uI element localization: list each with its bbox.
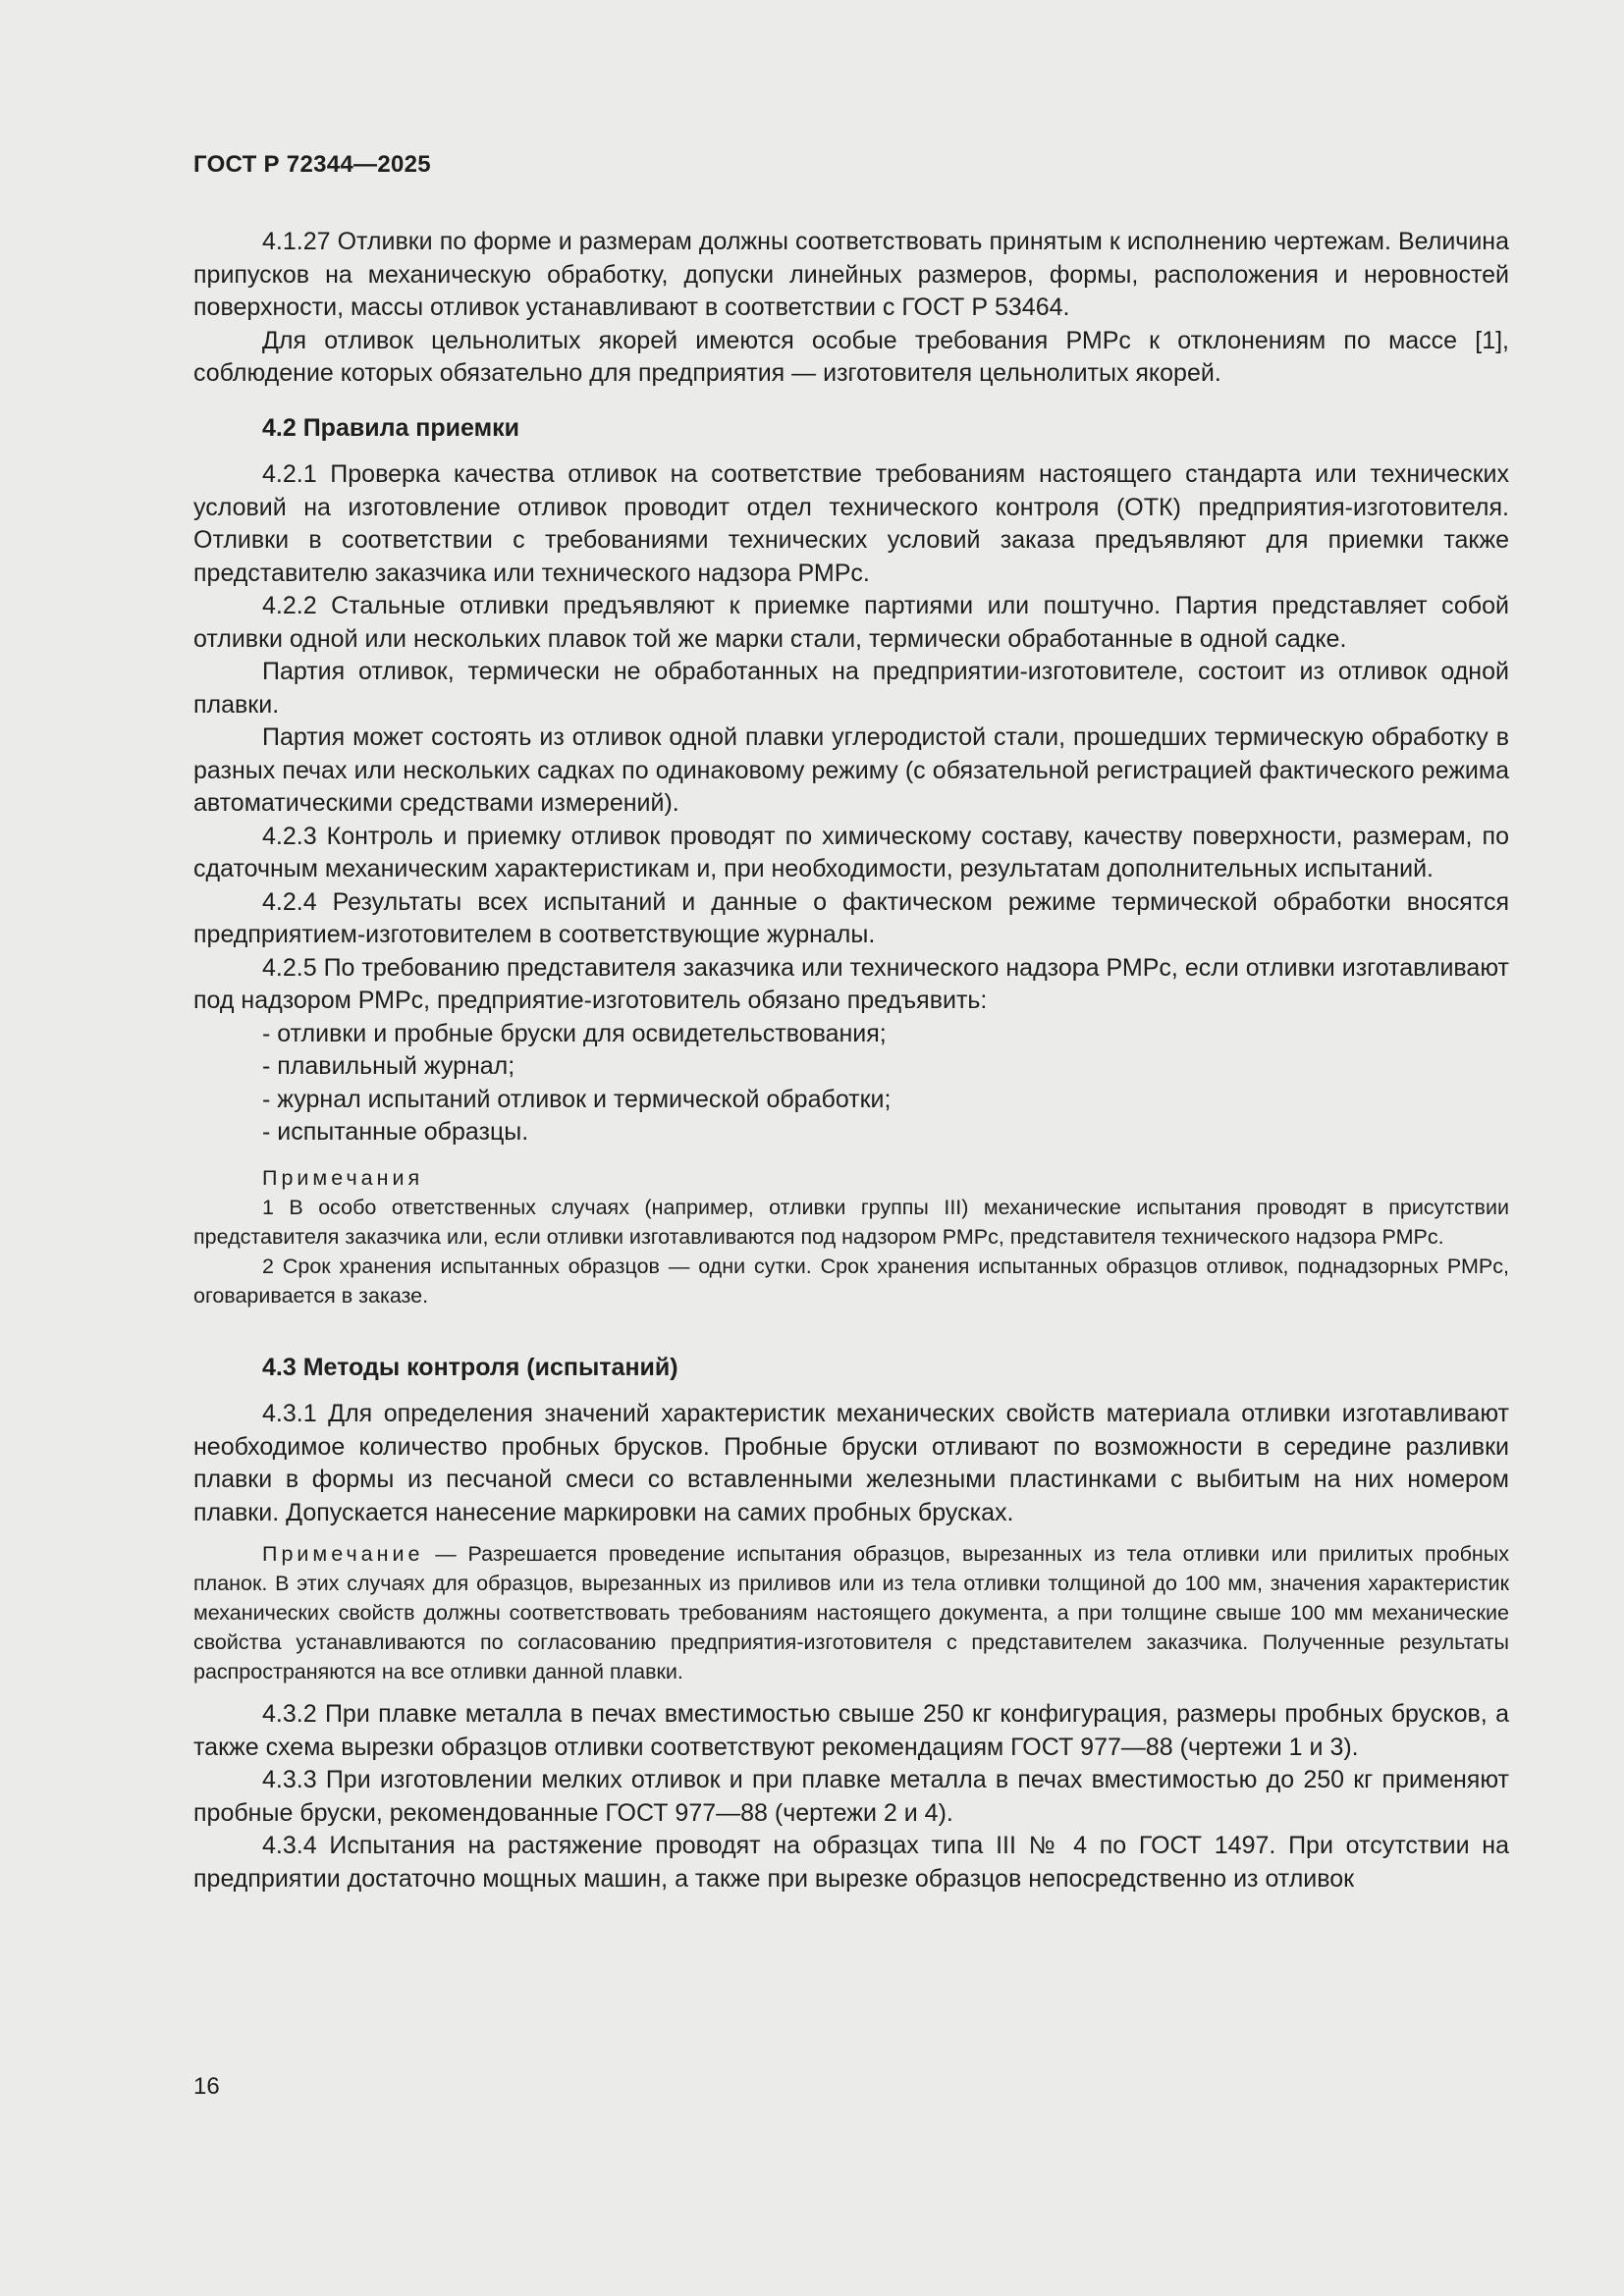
section-heading-4-2: 4.2 Правила приемки xyxy=(262,413,519,442)
paragraph-4-3-4: 4.3.4 Испытания на растяжение проводят на образцах типа III № 4 по ГОСТ 1497. При отсутствии на предприятии достаточно мощных машин, а также при вырезке образцов непосредственно из отливок xyxy=(193,1832,1509,1893)
paragraph-4-2-1: 4.2.1 Проверка качества отливок на соответствие требованиям настоящего стандарта или технических условий на изготовление отливок проводит отдел технического контроля (ОТК) предприятия-изготовителя. Отливки в соответствии с требованиями технических условий заказа предъявляют для приемки также представителю заказчика или технического надзора РМРс. xyxy=(193,460,1509,587)
notes-title: Примечания xyxy=(262,1165,424,1190)
paragraph-4-3-1: 4.3.1 Для определения значений характеристик механических свойств материала отливки изготавливают необходимое количество пробных брусков. Пробные бруски отливают по возможности в середине разливки плавки в формы из песчаной смеси со вставленными железными пластинками с выбитым на них номером плавки. Допускается нанесение маркировки на самих пробных брусках. xyxy=(193,1400,1509,1526)
document-header: ГОСТ Р 72344—2025 xyxy=(193,151,431,178)
note-text: — Разрешается проведение испытания образцов, вырезанных из тела отливки или прилитых пробных планок. В этих случаях для образцов, вырезанных из приливов или из тела отливки толщиной до 100 мм, значения характеристик механических свойств должны соответствовать требованиям настоящего документа, а при толщине свыше 100 мм механические свойства устанавливаются по согласованию предприятия-изготовителя с представителем заказчика. Полученные результаты распространяются на все отливки данной плавки. xyxy=(193,1542,1509,1683)
note-paragraph xyxy=(193,1539,1509,1686)
paragraph-4-1-27: 4.1.27 Отливки по форме и размерам должны соответствовать принятым к исполнению чертежам. Величина припусков на механическую обработку, допуски линейных размеров, формы, расположения и неровностей поверхности, массы отливок устанавливают в соответствии с ГОСТ Р 53464. xyxy=(193,228,1509,321)
paragraph-batch-untreated: Партия отливок, термически не обработанных на предприятии-изготовителе, состоит из отливок одной плавки. xyxy=(193,658,1509,719)
paragraph-4-2-5: 4.2.5 По требованию представителя заказчика или технического надзора РМРс, если отливки изготавливают под надзором РМРс, предприятие-изготовитель обязано предъявить: xyxy=(193,953,1509,1014)
note-label: Примечание xyxy=(262,1542,424,1566)
note-item-2: 2 Срок хранения испытанных образцов — одни сутки. Срок хранения испытанных образцов отливок, поднадзорных РМРс, оговаривается в заказе. xyxy=(193,1254,1509,1308)
paragraph-4-2-2: 4.2.2 Стальные отливки предъявляют к приемке партиями или поштучно. Партия представляет собой отливки одной или нескольких плавок той же марки стали, термически обработанные в одной садке. xyxy=(193,592,1509,653)
list-item: - испытанные образцы. xyxy=(262,1118,529,1146)
paragraph-anchors: Для отливок цельнолитых якорей имеются особые требования РМРс к отклонениям по массе [1], соблюдение которых обязательно для предприятия — изготовителя цельнолитых якорей. xyxy=(193,326,1509,387)
page-number: 16 xyxy=(193,2073,220,2100)
paragraph-4-2-4: 4.2.4 Результаты всех испытаний и данные о фактическом режиме термической обработки вносятся предприятием-изготовителем в соответствующие журналы. xyxy=(193,887,1509,948)
section-heading-4-3: 4.3 Методы контроля (испытаний) xyxy=(262,1353,678,1381)
list-item: - отливки и пробные бруски для освидетельствования; xyxy=(262,1019,887,1047)
paragraph-4-2-3: 4.2.3 Контроль и приемку отливок проводят по химическому составу, качеству поверхности, размерам, по сдаточным механическим характеристикам и, при необходимости, результатам дополнительных испытаний. xyxy=(193,822,1509,882)
paragraph-batch-carbon-steel: Партия может состоять из отливок одной плавки углеродистой стали, прошедших термическую обработку в разных печах или нескольких садках по одинаковому режиму (с обязательной регистрацией фактического режима автоматическими средствами измерений). xyxy=(193,723,1509,817)
note-4-3-1 xyxy=(193,1539,1509,1686)
paragraph-4-3-3: 4.3.3 При изготовлении мелких отливок и при плавке металла в печах вместимостью до 250 кг применяют пробные бруски, рекомендованные ГОСТ 977—88 (чертежи 2 и 4). xyxy=(193,1766,1509,1827)
document-body xyxy=(193,226,1509,1896)
notes-block-4-2 xyxy=(193,1163,1509,1310)
list-item: - плавильный журнал; xyxy=(262,1052,515,1080)
note-item-1: 1 В особо ответственных случаях (например, отливки группы III) механические испытания проводят в присутствии представителя заказчика или, если отливки изготавливаются под надзором РМРс, представителя технического надзора РМРс. xyxy=(193,1195,1509,1249)
list-item: - журнал испытаний отливок и термической обработки; xyxy=(262,1085,892,1113)
paragraph-4-3-2: 4.3.2 При плавке металла в печах вместимостью свыше 250 кг конфигурация, размеры пробных брусков, а также схема вырезки образцов отливки соответствуют рекомендациям ГОСТ 977—88 (чертежи 1 и 3). xyxy=(193,1700,1509,1761)
